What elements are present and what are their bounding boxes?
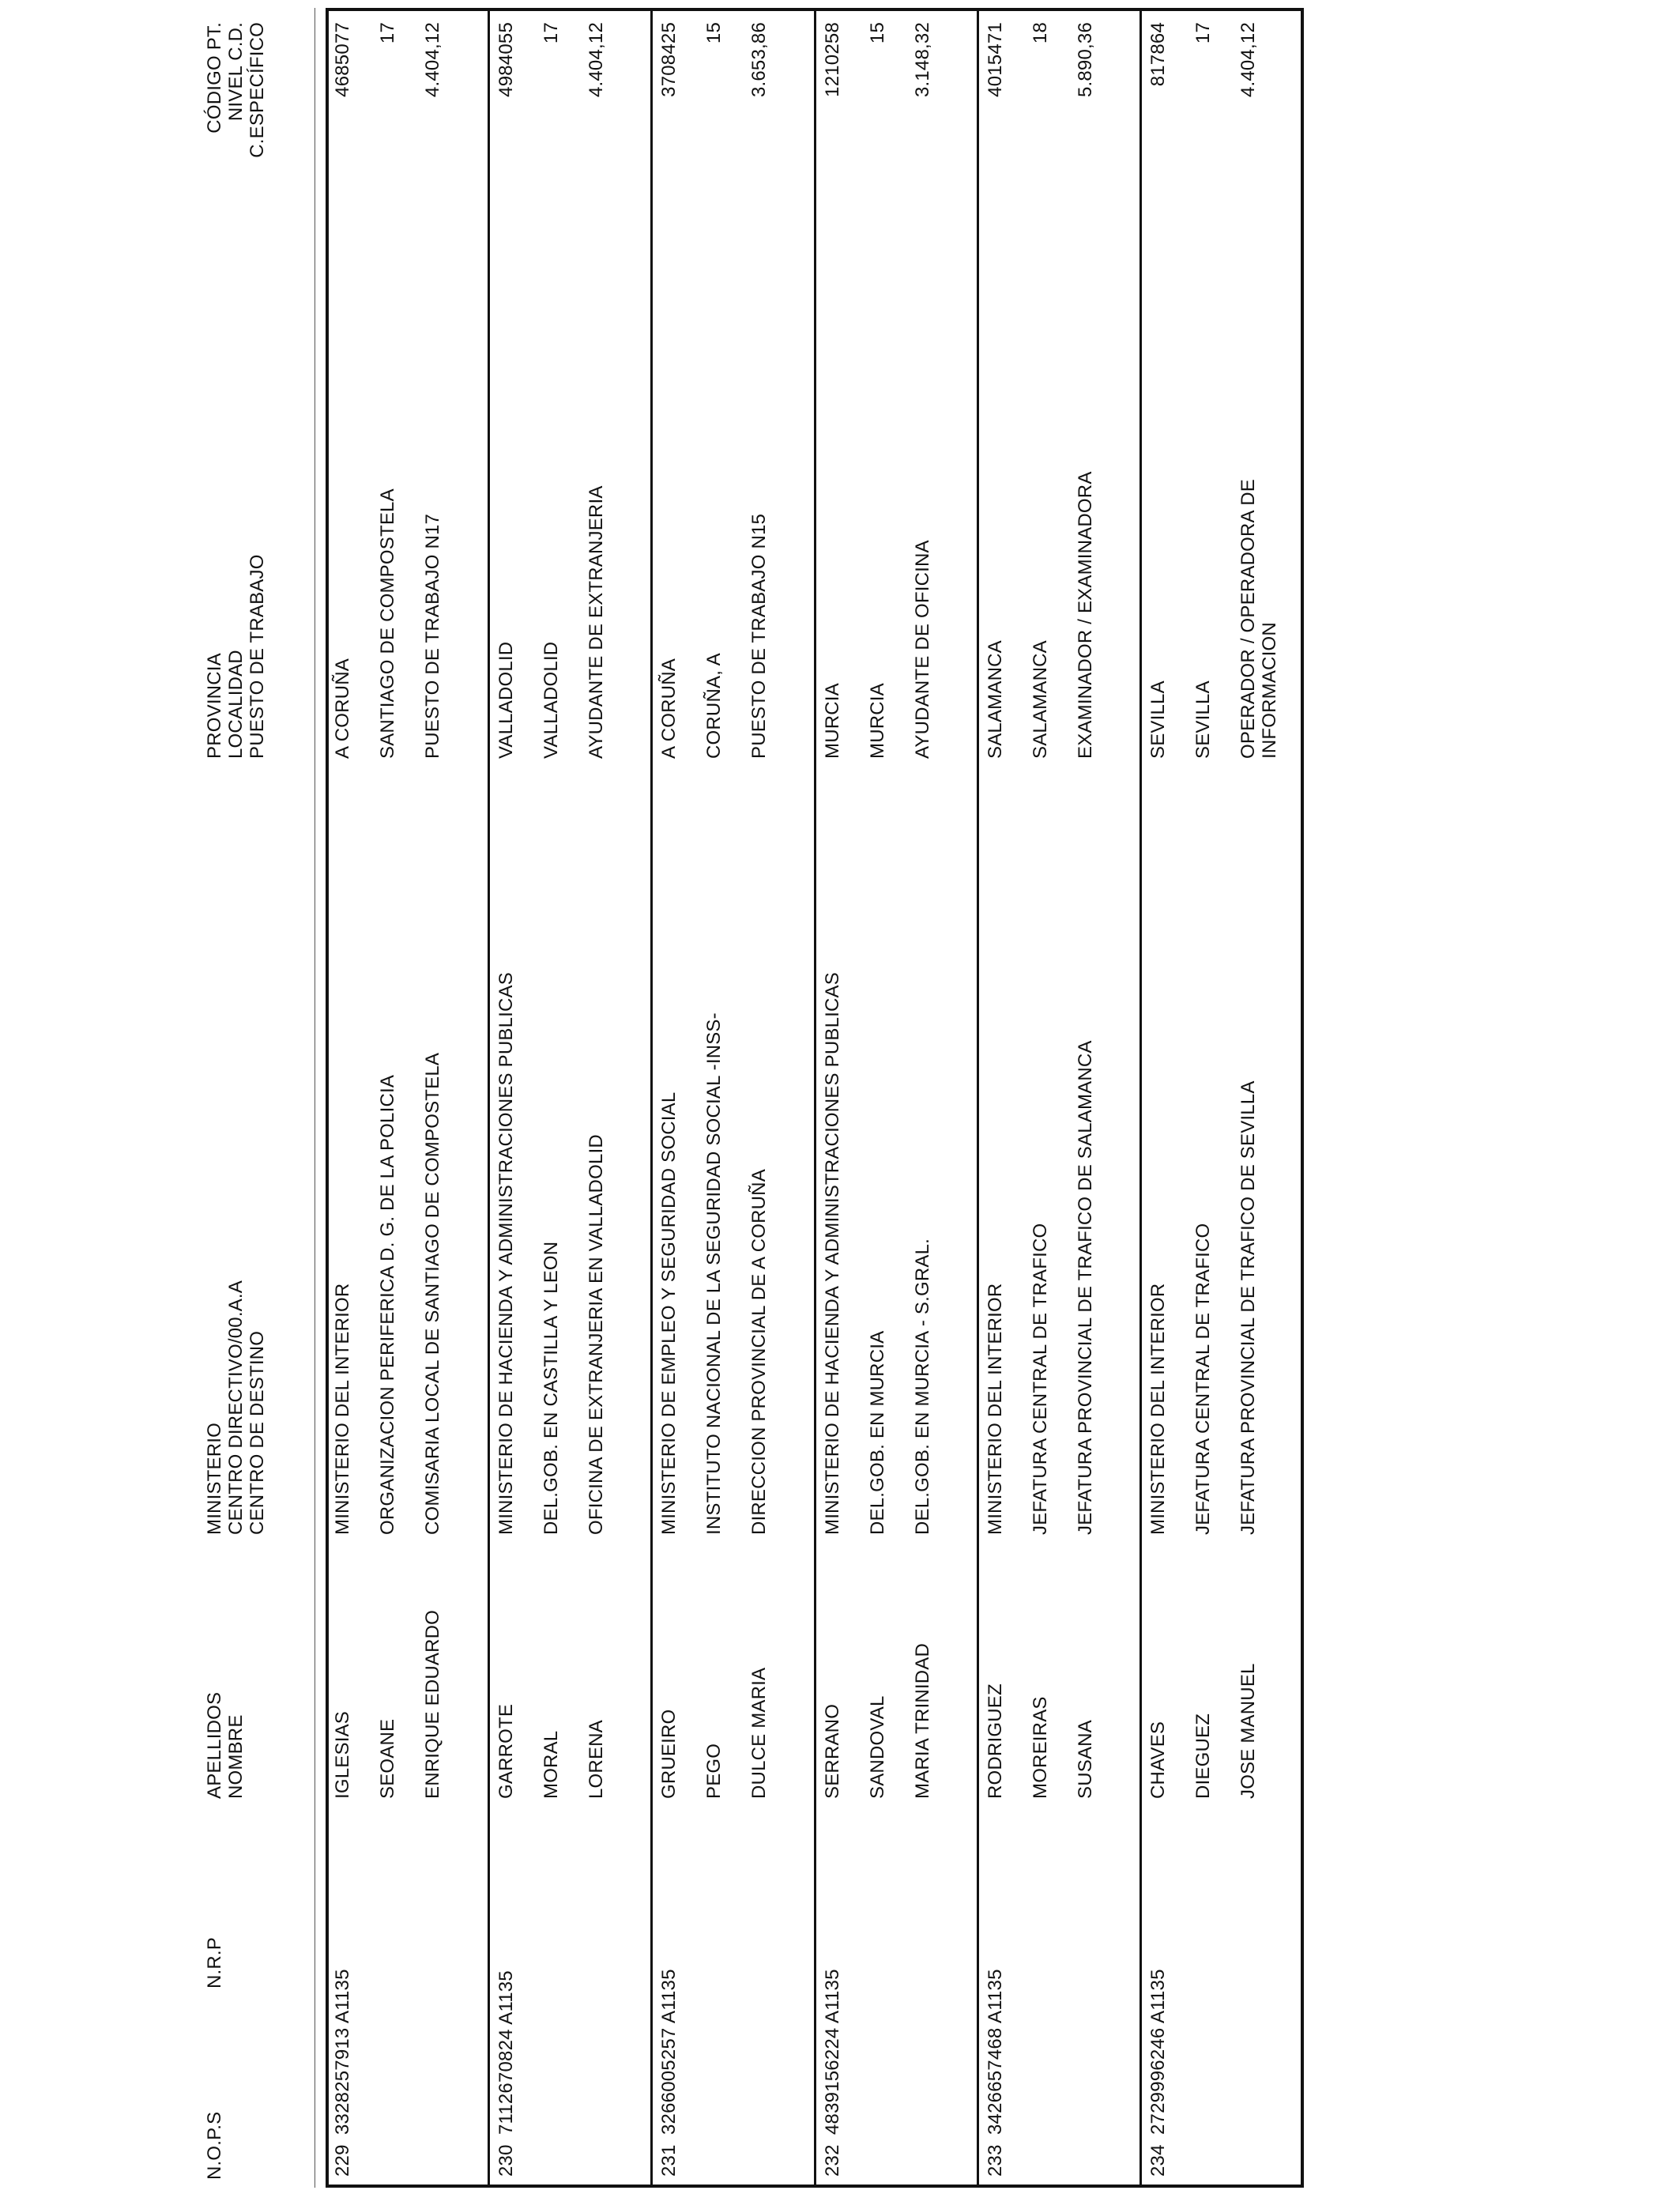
row-nrp: 3328257913 A1135 [332, 1969, 353, 2135]
row-nrp: 2729996246 A1135 [1147, 1969, 1169, 2135]
row-ministerio: MINISTERIO DE HACIENDA Y ADMINISTRACIONES PUBLICAS [495, 972, 517, 1535]
row-nops: 232 [822, 2144, 843, 2177]
row-especifico: 4.404,12 [422, 22, 443, 98]
header-apellidos-line: APELLIDOS [204, 1691, 225, 1799]
row-centro-destino: DEL.GOB. EN MURCIA - S.GRAL. [912, 1238, 933, 1535]
row-provincia: SEVILLA [1147, 680, 1169, 759]
row-apellido1: SERRANO [822, 1703, 843, 1799]
row-puesto: EXAMINADOR / EXAMINADORA [1075, 471, 1096, 759]
row-nombre: SUSANA [1075, 1720, 1096, 1799]
header-provincia-line: PROVINCIA [204, 653, 225, 759]
row-apellido1: RODRIGUEZ [985, 1683, 1006, 1799]
row-nombre: DULCE MARIA [748, 1667, 770, 1799]
row-ministerio: MINISTERIO DE HACIENDA Y ADMINISTRACIONES PUBLICAS [822, 972, 843, 1535]
row-puesto: PUESTO DE TRABAJO N17 [422, 513, 443, 759]
row-nombre: LORENA [586, 1720, 607, 1799]
row-centro-directivo: DEL.GOB. EN MURCIA [867, 1330, 888, 1535]
row-apellido1: GARROTE [495, 1703, 517, 1799]
header-especifico-line: C.ESPECÍFICO [247, 22, 268, 158]
row-especifico: 4.404,12 [1237, 22, 1259, 98]
row-nivel: 17 [1192, 22, 1214, 44]
row-centro-directivo: INSTITUTO NACIONAL DE LA SEGURIDAD SOCIAL -INSS- [703, 1012, 725, 1535]
row-codigo: 4015471 [985, 22, 1006, 97]
row-nombre: MARIA TRINIDAD [912, 1642, 933, 1799]
row-separator [814, 8, 816, 2188]
row-centro-destino: JEFATURA PROVINCIAL DE TRAFICO DE SEVILLA [1237, 1080, 1259, 1535]
row-especifico: 5.890,36 [1075, 22, 1096, 98]
row-localidad: SALAMANCA [1030, 640, 1051, 759]
header-nombre-line: NOMBRE [225, 1714, 247, 1799]
row-nivel: 15 [867, 22, 888, 44]
row-codigo: 4685077 [332, 22, 353, 97]
row-centro-directivo: ORGANIZACION PERIFERICA D. G. DE LA POLICIA [377, 1074, 398, 1535]
header-codigo-line: CÓDIGO PT. [204, 22, 225, 134]
row-codigo: 817864 [1147, 22, 1169, 87]
header-codigo [204, 22, 268, 234]
row-separator [488, 8, 490, 2188]
row-centro-destino: OFICINA DE EXTRANJERIA EN VALLADOLID [586, 1134, 607, 1535]
row-nivel: 18 [1030, 22, 1051, 44]
row-nops: 233 [985, 2144, 1006, 2177]
row-nops: 234 [1147, 2144, 1169, 2177]
row-nops: 230 [495, 2144, 517, 2177]
row-nivel: 15 [703, 22, 725, 44]
header-localidad-line: LOCALIDAD [225, 650, 247, 759]
row-localidad: SEVILLA [1192, 680, 1214, 759]
row-nrp: 7112670824 A1135 [495, 1970, 517, 2135]
header-ministerio-line: MINISTERIO [204, 1422, 225, 1535]
row-localidad: CORUÑA, A [703, 653, 725, 759]
row-codigo: 1210258 [822, 22, 843, 97]
header-provincia [204, 554, 268, 759]
header-apellidos [204, 1692, 247, 1799]
row-ministerio: MINISTERIO DEL INTERIOR [985, 1283, 1006, 1535]
row-apellido2: SANDOVAL [867, 1695, 888, 1799]
row-puesto: PUESTO DE TRABAJO N15 [748, 513, 770, 759]
header-centro-directivo-line: CENTRO DIRECTIVO/00.A.A [225, 1280, 247, 1535]
header-centro-destino-line: CENTRO DE DESTINO [247, 1330, 268, 1535]
row-separator [650, 8, 653, 2188]
row-apellido2: PEGO [703, 1743, 725, 1799]
row-provincia: MURCIA [822, 683, 843, 759]
row-provincia: SALAMANCA [985, 640, 1006, 759]
row-ministerio: MINISTERIO DE EMPLEO Y SEGURIDAD SOCIAL [658, 1091, 680, 1535]
header-nrp: N.R.P [204, 1936, 225, 1989]
row-centro-directivo: JEFATURA CENTRAL DE TRAFICO [1030, 1223, 1051, 1535]
row-apellido1: GRUEIRO [658, 1709, 680, 1799]
row-localidad: MURCIA [867, 683, 888, 759]
row-centro-directivo: DEL.GOB. EN CASTILLA Y LEON [541, 1241, 562, 1535]
header-ministerio [204, 1280, 268, 1535]
row-nivel: 17 [541, 22, 562, 44]
row-apellido1: CHAVES [1147, 1721, 1169, 1799]
row-localidad: VALLADOLID [541, 641, 562, 759]
row-provincia: VALLADOLID [495, 641, 517, 759]
row-provincia: A CORUÑA [332, 658, 353, 759]
row-nrp: 3426657468 A1135 [985, 1969, 1006, 2135]
row-nombre: JOSE MANUEL [1237, 1663, 1259, 1799]
row-apellido2: MORAL [541, 1730, 562, 1799]
row-apellido2: SEOANE [377, 1718, 398, 1799]
row-nrp: 3266005257 A1135 [658, 1969, 680, 2135]
row-separator [1139, 8, 1142, 2188]
row-puesto: INFORMACION [1259, 622, 1280, 759]
row-centro-directivo: JEFATURA CENTRAL DE TRAFICO [1192, 1223, 1214, 1535]
row-separator [977, 8, 979, 2188]
row-ministerio: MINISTERIO DEL INTERIOR [332, 1283, 353, 1535]
row-especifico: 3.653,86 [748, 22, 770, 98]
row-localidad: SANTIAGO DE COMPOSTELA [377, 488, 398, 759]
row-nrp: 4839156224 A1135 [822, 1969, 843, 2135]
row-especifico: 3.148,32 [912, 22, 933, 98]
row-apellido2: MOREIRAS [1030, 1696, 1051, 1799]
row-nombre: ENRIQUE EDUARDO [422, 1609, 443, 1799]
row-puesto: AYUDANTE DE EXTRANJERIA [586, 485, 607, 759]
row-ministerio: MINISTERIO DEL INTERIOR [1147, 1283, 1169, 1535]
row-centro-destino: COMISARIA LOCAL DE SANTIAGO DE COMPOSTELA [422, 1052, 443, 1535]
row-provincia: A CORUÑA [658, 658, 680, 759]
row-puesto: OPERADOR / OPERADORA DE [1237, 478, 1259, 759]
row-nops: 229 [332, 2144, 353, 2177]
row-centro-destino: DIRECCION PROVINCIAL DE A CORUÑA [748, 1169, 770, 1535]
row-nops: 231 [658, 2144, 680, 2177]
row-puesto: AYUDANTE DE OFICINA [912, 540, 933, 759]
row-especifico: 4.404,12 [586, 22, 607, 98]
header-nops: N.O.P.S [204, 2111, 225, 2180]
row-codigo: 4984055 [495, 22, 517, 97]
row-apellido2: DIEGUEZ [1192, 1713, 1214, 1799]
row-codigo: 3708425 [658, 22, 680, 97]
header-nivel-line: NIVEL C.D. [225, 22, 247, 122]
row-apellido1: IGLESIAS [332, 1711, 353, 1799]
header-puesto-line: PUESTO DE TRABAJO [247, 554, 268, 759]
row-centro-destino: JEFATURA PROVINCIAL DE TRAFICO DE SALAMANCA [1075, 1040, 1096, 1535]
row-nivel: 17 [377, 22, 398, 44]
